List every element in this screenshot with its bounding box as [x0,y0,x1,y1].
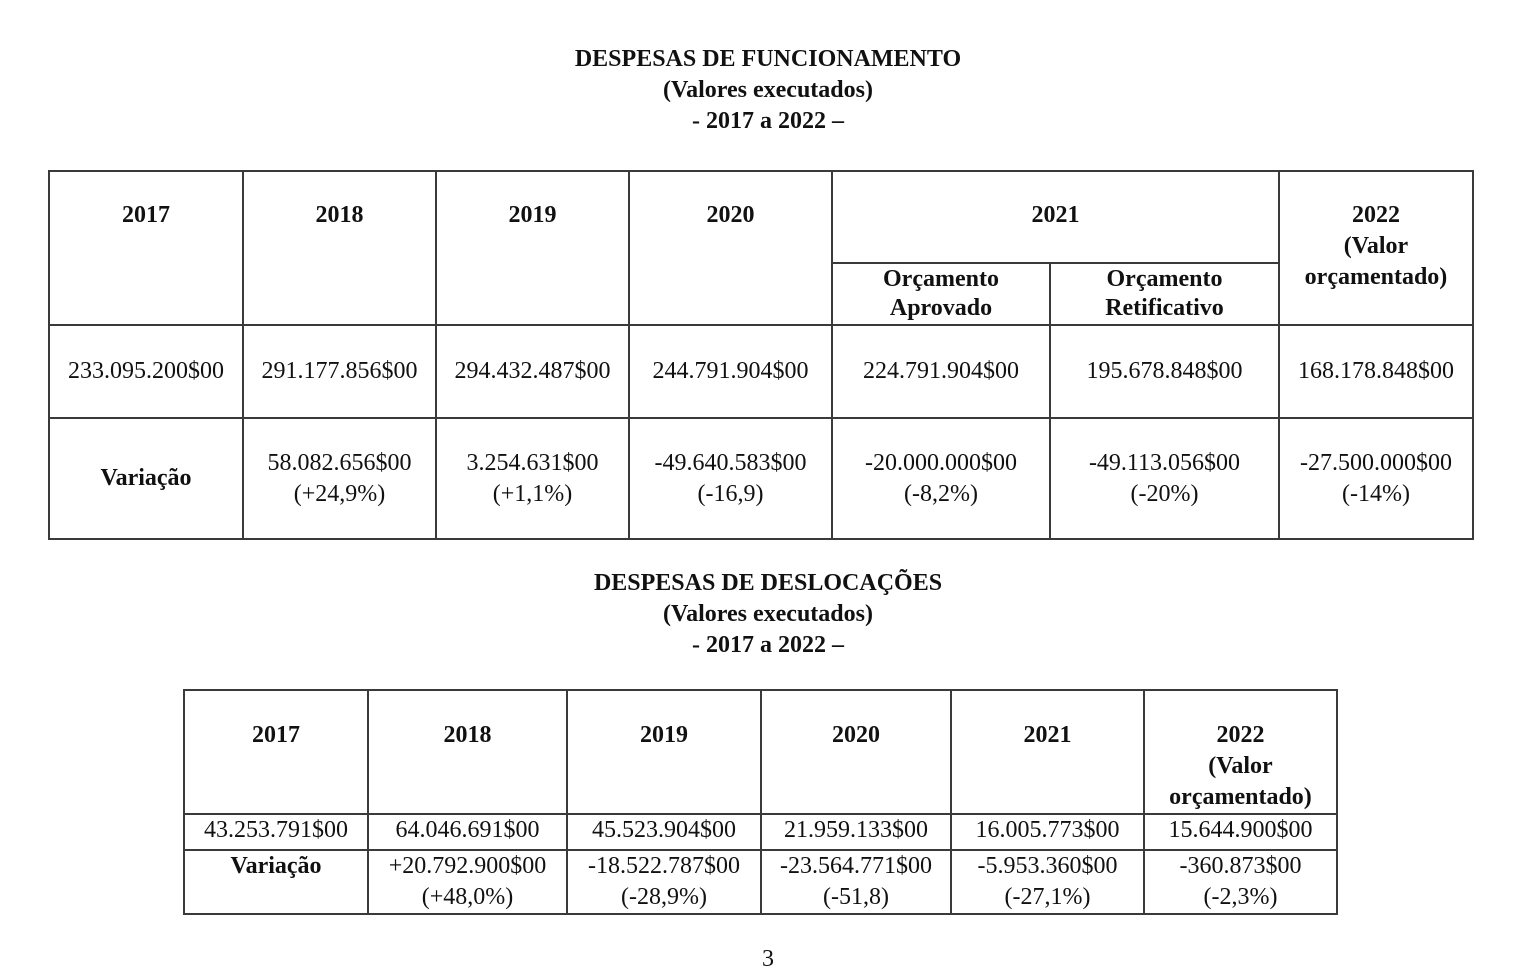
header-2017: 2017 [49,171,243,325]
variation-pct: (+48,0%) [421,884,514,910]
variation-pct: (-2,3%) [1203,884,1278,910]
header-2021-rectified [1050,263,1279,325]
header-2019: 2019 [436,171,629,325]
section2-subtitle: (Valores executados) [663,601,873,627]
deslocacoes-table [183,689,1338,915]
variation-row [49,418,1473,539]
header-row [184,690,1337,814]
header-2022-note1: (Valor [1343,233,1409,259]
header-2021-approved [832,263,1050,325]
variation-amount: -49.113.056$00 [1088,449,1241,476]
variation-cell [629,418,832,539]
value-cell: 244.791.904$00 [629,325,832,418]
value-cell: 224.791.904$00 [832,325,1050,418]
variation-cell [243,418,436,539]
value-cell: 233.095.200$00 [49,325,243,418]
variation-pct: (-20%) [1130,480,1199,507]
section1-title: DESPESAS DE FUNCIONAMENTO [574,46,962,72]
header-2021-approved-line2: Aprovado [889,295,993,321]
value-cell: 15.644.900$00 [1144,814,1337,850]
value-cell: 291.177.856$00 [243,325,436,418]
variation-amount: -23.564.771$00 [780,853,932,879]
value-cell: 168.178.848$00 [1279,325,1473,418]
value-cell: 16.005.773$00 [951,814,1144,850]
section2-title-block [0,568,1536,661]
header-2019: 2019 [567,690,761,814]
header-2020: 2020 [761,690,951,814]
variation-cell [436,418,629,539]
variation-cell [832,418,1050,539]
header-2022-note1: (Valor [1208,753,1273,779]
value-cell: 294.432.487$00 [436,325,629,418]
header-2021-rectified-line2: Retificativo [1105,295,1224,321]
value-cell: 195.678.848$00 [1050,325,1279,418]
variation-pct: (-16,9) [697,480,764,507]
funcionamento-table [48,170,1474,540]
variation-cell [1144,850,1337,914]
variation-pct: (-27,1%) [1004,884,1091,910]
value-cell: 64.046.691$00 [368,814,567,850]
value-cell: 43.253.791$00 [184,814,368,850]
value-cell: 21.959.133$00 [761,814,951,850]
header-2018: 2018 [368,690,567,814]
variation-pct: (-14%) [1342,480,1410,507]
variation-pct: (-8,2%) [904,480,978,507]
variation-amount: -27.500.000$00 [1300,449,1452,476]
variation-amount: -49.640.583$00 [654,449,807,476]
header-2022 [1279,171,1473,325]
header-2021: 2021 [951,690,1144,814]
page-number: 3 [762,946,774,972]
header-2022 [1144,690,1337,814]
variation-amount: -5.953.360$00 [977,853,1118,879]
header-row [49,171,1473,263]
variation-cell [761,850,951,914]
variation-amount: 58.082.656$00 [267,449,412,476]
variation-label: Variação [49,418,243,539]
header-2018: 2018 [243,171,436,325]
variation-amount: 3.254.631$00 [466,449,599,476]
variation-amount: +20.792.900$00 [388,853,547,879]
header-2017: 2017 [184,690,368,814]
variation-pct: (-28,9%) [621,884,707,910]
section2-period: - 2017 a 2022 – [692,632,844,658]
header-2022-note2: orçamentado) [1304,264,1448,290]
section1-subtitle: (Valores executados) [663,77,873,103]
variation-cell [368,850,567,914]
values-row [184,814,1337,850]
header-2020: 2020 [629,171,832,325]
header-2021-approved-line1: Orçamento [883,266,999,292]
variation-pct: (-51,8) [823,884,889,910]
variation-cell [567,850,761,914]
header-2021: 2021 [832,171,1279,263]
variation-label: Variação [184,850,368,914]
values-row [49,325,1473,418]
section1-title-block [0,44,1536,137]
variation-amount: -20.000.000$00 [865,449,1017,476]
section2-title: DESPESAS DE DESLOCAÇÕES [593,570,943,596]
section1-period: - 2017 a 2022 – [692,108,844,134]
variation-cell [951,850,1144,914]
header-2022-note2: orçamentado) [1169,784,1312,810]
header-2021-rectified-line1: Orçamento [1106,266,1223,292]
variation-amount: -360.873$00 [1179,853,1302,879]
variation-row [184,850,1337,914]
variation-pct: (+24,9%) [293,480,386,507]
value-cell: 45.523.904$00 [567,814,761,850]
variation-amount: -18.522.787$00 [588,853,740,879]
variation-cell [1279,418,1473,539]
header-2022-year: 2022 [1216,722,1265,748]
variation-cell [1050,418,1279,539]
variation-pct: (+1,1%) [492,480,573,507]
header-2022-year: 2022 [1352,202,1400,228]
